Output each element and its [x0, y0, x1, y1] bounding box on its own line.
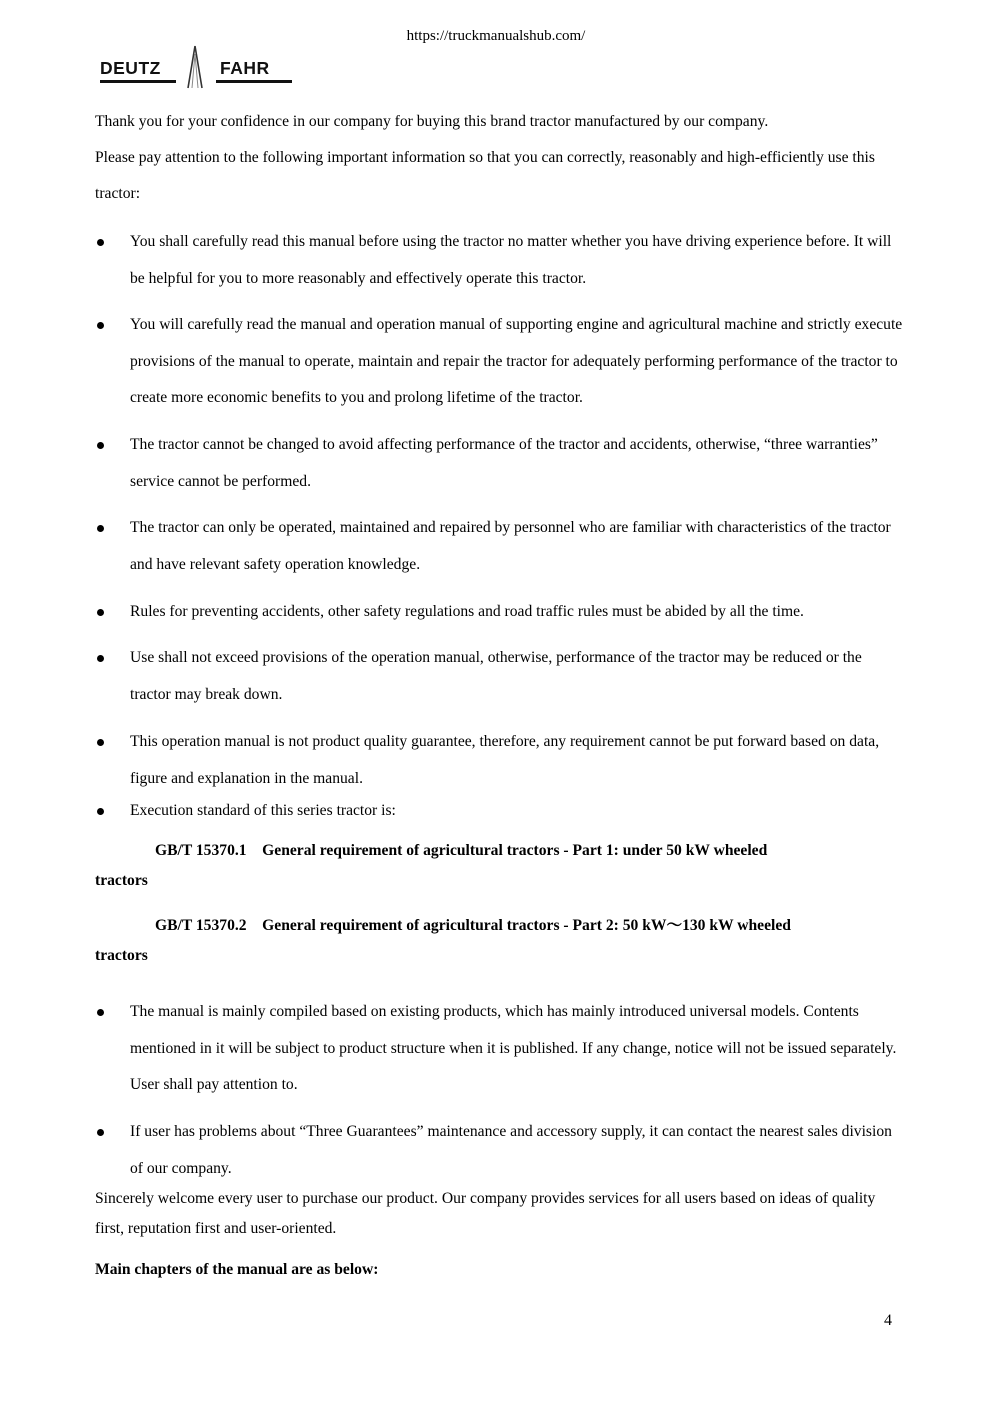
bullet-item-6: Use shall not exceed provisions of the operation manual, otherwise, performance of the tractor may be reduced or the tractor may break down.: [130, 649, 862, 703]
logo-mark-icon: [176, 44, 214, 90]
chapters-heading: Main chapters of the manual are as below:: [95, 1261, 379, 1278]
standard-1-line-1: GB/T 15370.1 General requirement of agricultural tractors - Part 1: under 50 kW wheeled: [155, 842, 768, 859]
bullet-item-1: You shall carefully read this manual before using the tractor no matter whether you have driving experience before. It will be helpful for you to more reasonably and effectively operate this tractor.: [130, 233, 892, 287]
bullet-item-2: You will carefully read the manual and operation manual of supporting engine and agricultural machine and strictly execute provisions of the manual to operate, maintain and repair the tractor for adequately performing performance of the tractor to create more economic benefits to you and prolong lifetime of the tractor.: [130, 316, 903, 406]
bullet-item-9: The manual is mainly compiled based on existing products, which has mainly introduced universal models. Contents mentioned in it will be subject to product structure when it is published. If any change, notice will not be issued separately. User shall pay attention to.: [130, 1003, 897, 1093]
intro-line-2: Please pay attention to the following important information so that you can correctly, reasonably and high-efficiently use this tractor:: [95, 149, 875, 202]
standard-2-line-2: tractors: [95, 947, 148, 964]
deutz-fahr-logo: [100, 44, 292, 90]
page-number: 4: [884, 1312, 892, 1329]
standard-1-line-2: tractors: [95, 872, 148, 889]
logo-underline-left: [100, 80, 176, 83]
intro-line-1: Thank you for your confidence in our company for buying this brand tractor manufactured by our company.: [95, 113, 769, 130]
logo-left-text: DEUTZ: [100, 58, 161, 78]
bullet-item-8: Execution standard of this series tractor is:: [130, 802, 396, 819]
bullet-item-5: Rules for preventing accidents, other safety regulations and road traffic rules must be abided by all the time.: [130, 603, 804, 620]
bullet-item-3: The tractor cannot be changed to avoid affecting performance of the tractor and accidents, otherwise, “three warranties” service cannot be performed.: [130, 436, 878, 490]
bullet-item-7: This operation manual is not product quality guarantee, therefore, any requirement cannot be put forward based on data, figure and explanation in the manual.: [130, 733, 880, 787]
logo-right-text: FAHR: [220, 58, 270, 78]
header-url: https://truckmanualshub.com/: [406, 28, 586, 44]
bullet-item-4: The tractor can only be operated, maintained and repaired by personnel who are familiar with characteristics of the tractor and have relevant safety operation knowledge.: [130, 519, 891, 573]
logo-underline-right: [216, 80, 292, 83]
closing-paragraph: Sincerely welcome every user to purchase our product. Our company provides services for all users based on ideas of quality first, reputation first and user-oriented.: [95, 1190, 876, 1237]
standard-2-line-1: GB/T 15370.2 General requirement of agricultural tractors - Part 2: 50 kW～130 kW wheeled: [155, 917, 791, 934]
bullet-item-10: If user has problems about “Three Guarantees” maintenance and accessory supply, it can contact the nearest sales division of our company.: [130, 1123, 892, 1177]
